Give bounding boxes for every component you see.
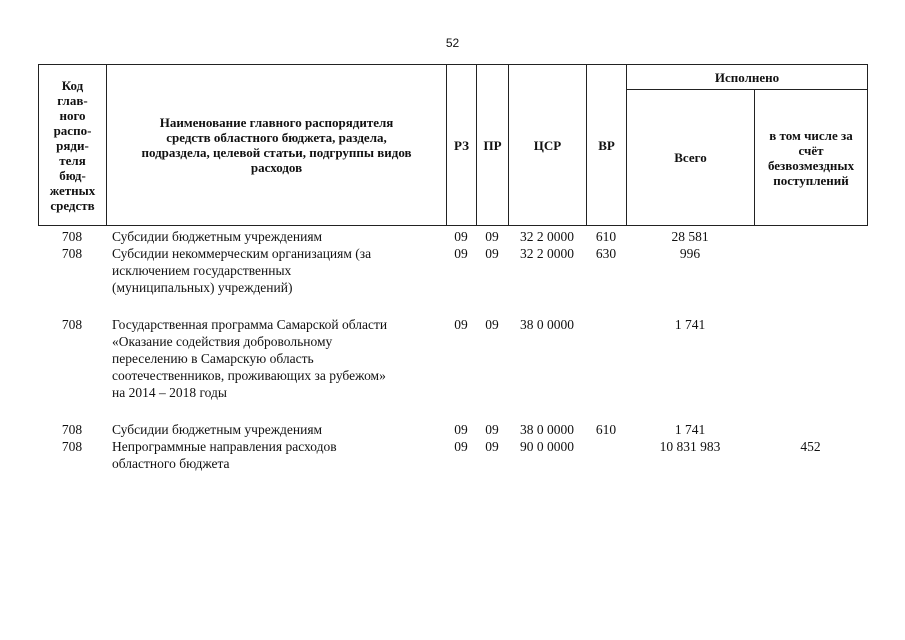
row-code: 708 [61,229,83,244]
row-vr: 630 [595,246,617,261]
row-code: 708 [61,317,83,332]
row-code: 708 [61,422,83,437]
header-free: в том числе за счёт безвозмездных поступлений [755,90,868,226]
header-vr: ВР [587,65,627,226]
row-pr: 09 [485,246,499,261]
table-body [38,228,867,472]
header-total: Всего [627,90,755,226]
header-code: Код глав- ного распо- ряди- теля бюд- жетных средств [39,65,107,226]
row-free [754,316,867,401]
row-pr: 09 [485,439,499,454]
row-vr [586,316,626,401]
row-free [754,245,867,296]
table-header [38,64,868,226]
row-name: Субсидии бюджетным учреждениям [112,229,323,244]
row-csr: 38 0 0000 [520,422,574,437]
table-row [38,316,867,401]
table-row [38,421,867,438]
row-total: 10 831 983 [659,439,721,454]
row-free: 452 [800,439,821,454]
row-name: Государственная программа Самарской области «Оказание содействия добровольному переселению в Самарскую область соотечественников, проживающих за рубежом» на 2014 – 2018 годы [112,317,388,400]
row-csr: 38 0 0000 [520,317,574,332]
row-name: Субсидии бюджетным учреждениям [112,422,323,437]
row-pr: 09 [485,422,499,437]
row-vr [586,438,626,472]
table-row [38,438,867,472]
header-csr: ЦСР [509,65,587,226]
header-rz: РЗ [447,65,477,226]
row-total: 1 741 [674,422,706,437]
row-rz: 09 [454,439,468,454]
row-vr: 610 [595,229,617,244]
row-name: Непрограммные направления расходов областного бюджета [112,439,337,471]
table-row [38,245,867,296]
row-rz: 09 [454,246,468,261]
row-rz: 09 [454,317,468,332]
row-rz: 09 [454,422,468,437]
row-pr: 09 [485,317,499,332]
row-csr: 32 2 0000 [520,229,574,244]
header-pr: ПР [477,65,509,226]
row-csr: 32 2 0000 [520,246,574,261]
row-total: 1 741 [674,317,706,332]
row-code: 708 [61,439,83,454]
row-rz: 09 [454,229,468,244]
row-free [754,228,867,245]
row-code: 708 [61,246,83,261]
row-csr: 90 0 0000 [520,439,574,454]
row-pr: 09 [485,229,499,244]
header-executed: Исполнено [627,65,868,90]
table-row [38,228,867,245]
row-total: 28 581 [671,229,709,244]
row-name: Субсидии некоммерческим организациям (за исключением государственных (муниципальных) учреждений) [112,246,372,295]
row-total: 996 [679,246,701,261]
row-vr: 610 [595,422,617,437]
header-name: Наименование главного распорядителя средств областного бюджета, раздела, подраздела, целевой статьи, подгруппы видов расходов [107,65,447,226]
row-free [754,421,867,438]
page-number: 52 [445,36,460,50]
